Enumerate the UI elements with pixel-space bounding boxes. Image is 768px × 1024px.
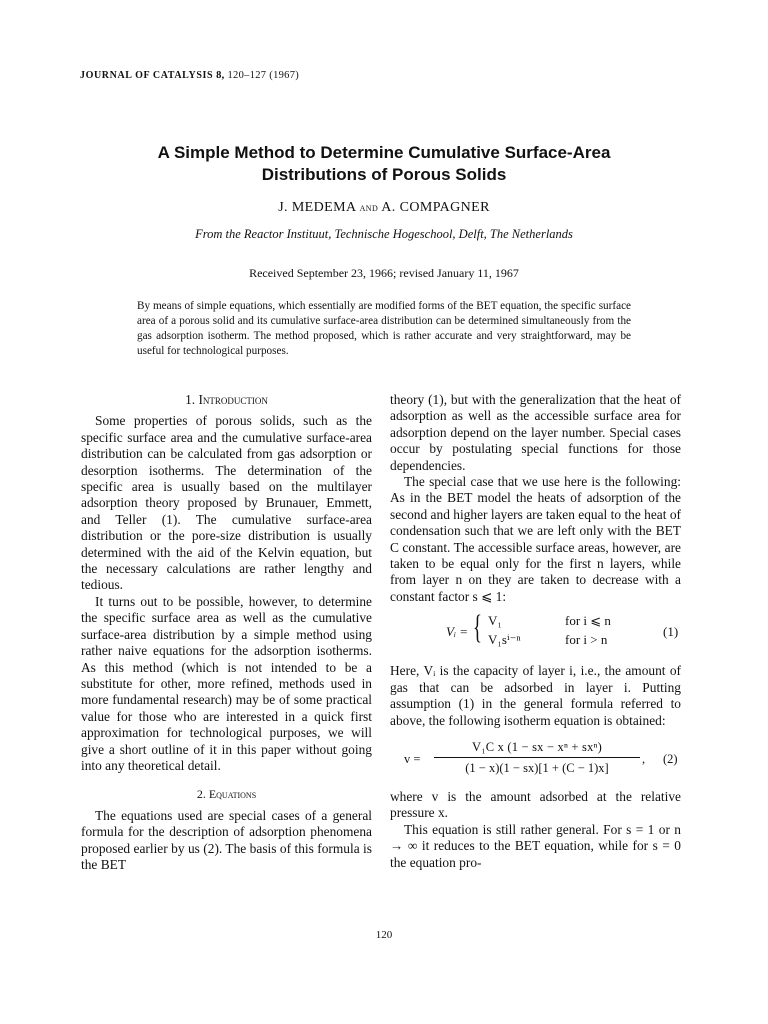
capacity-paragraph: Here, Vᵢ is the capacity of layer i, i.e., the amount of gas that can be adsorbed in layer i. Putting assumption (1) in the general formula referred to above, the following isotherm equation is obtained:: [390, 663, 681, 728]
left-column: [81, 392, 372, 873]
affiliation: From the Reactor Instituut, Technische Hogeschool, Delft, The Netherlands: [195, 227, 573, 241]
author-2: A. COMPAGNER: [381, 200, 490, 215]
eq2-numerator: V₁C x (1 − sx − xⁿ + sxⁿ): [471, 739, 603, 754]
page-number: 120: [375, 929, 393, 941]
general-paragraph: This equation is still rather general. For s = 1 or n → ∞ it reduces to the BET equation, while for s = 0 the equation pro-: [390, 821, 681, 870]
right-column: [390, 392, 681, 871]
eq1-number: (1): [663, 624, 679, 640]
eq2-fraction-bar: [434, 757, 640, 758]
intro-paragraph-2: It turns out to be possible, however, to determine the specific surface area as well as the cumulative surface-area distribution by a simple method using rather naive equations for the adsorption isotherms. As this method (which is not intended to be a substitute for other, more refined, methods used in more fundamental research) may be of some practical value for those who are interested in a quick first approximation for technological purposes, we will give a short outline of it in this paper without going into any theoretical detail.: [81, 593, 372, 773]
author-conjunction: and: [359, 200, 379, 214]
eq1-condition-2: for i > n: [565, 632, 608, 648]
eq1-case-2: V₁sⁱ⁻ⁿ: [488, 632, 521, 648]
eq2-comma: ,: [642, 751, 646, 766]
title-line-1: A Simple Method to Determine Cumulative Surface-Area: [157, 143, 611, 162]
eq1-brace: {: [473, 609, 482, 647]
section-2-title: Equations: [208, 787, 257, 802]
equation-2: [390, 739, 681, 781]
equation-1: [390, 609, 681, 653]
eq1-case-1: V₁: [488, 613, 502, 629]
section-1-title: Introduction: [198, 392, 268, 407]
equations-paragraph-1: The equations used are special cases of a general formula for the description of adsorption phenomena proposed earlier by us (2). The basis of this formula is the BET: [81, 807, 372, 872]
eq2-denominator: (1 − x)(1 − sx)[1 + (C − 1)x]: [465, 761, 609, 776]
section-1-heading: [81, 392, 372, 408]
journal-volume: 8,: [216, 70, 225, 81]
journal-header: [80, 70, 299, 81]
section-2-number: 2.: [196, 787, 206, 802]
authors: [84, 200, 684, 216]
special-case-paragraph: The special case that we use here is the following: As in the BET model the heats of adsorption of the second and higher layers are taken equal to the heat of condensation such that we are left only with the BET C constant. The accessible surface areas, however, are taken to be equal only for the first n layers, while from layer n on they are taken to decrease with a constant factor s ⩽ 1:: [390, 474, 681, 604]
eq2-fraction: [434, 739, 640, 777]
where-paragraph: where v is the amount adsorbed at the relative pressure x.: [390, 788, 681, 821]
author-1: J. MEDEMA: [278, 200, 356, 215]
paper-title: [84, 142, 684, 186]
section-2-heading: [81, 786, 372, 802]
section-1-number: 1.: [185, 392, 196, 407]
received-dates: Received September 23, 1966; revised January 11, 1967: [249, 266, 519, 280]
continued-paragraph: theory (1), but with the generalization that the heat of adsorption as well as the accessible surface area for adsorption depend on the layer number. Special cases occur by postulating special functions for those dependencies.: [390, 392, 681, 473]
journal-pages-year: 120–127 (1967): [227, 70, 300, 81]
eq1-lhs: Vᵢ =: [446, 624, 469, 640]
eq2-number: (2): [663, 751, 678, 766]
title-line-2: Distributions of Porous Solids: [261, 165, 507, 184]
journal-name: JOURNAL OF CATALYSIS: [80, 70, 214, 81]
abstract: By means of simple equations, which essentially are modified forms of the BET equation, the specific surface area of a porous solid and its cumulative surface-area distribution can be determined simultaneously from the gas adsorption isotherm. The method proposed, which is rather accurate and very straightforward, may be useful for technological purposes.: [137, 300, 631, 357]
intro-paragraph-1: Some properties of porous solids, such as the specific surface area and the cumulative surface-area distribution can be calculated from gas adsorption or desorption isotherms. The determination of the specific area is usually based on the multilayer adsorption theory proposed by Brunauer, Emmett, and Teller (1). The cumulative surface-area distribution or the pore-size distribution is usually determined with the aid of the Kelvin equation, but the necessary calculations are rather lengthy and tedious.: [81, 413, 372, 593]
eq2-lhs: v =: [404, 751, 421, 766]
eq1-condition-1: for i ⩽ n: [565, 613, 611, 629]
